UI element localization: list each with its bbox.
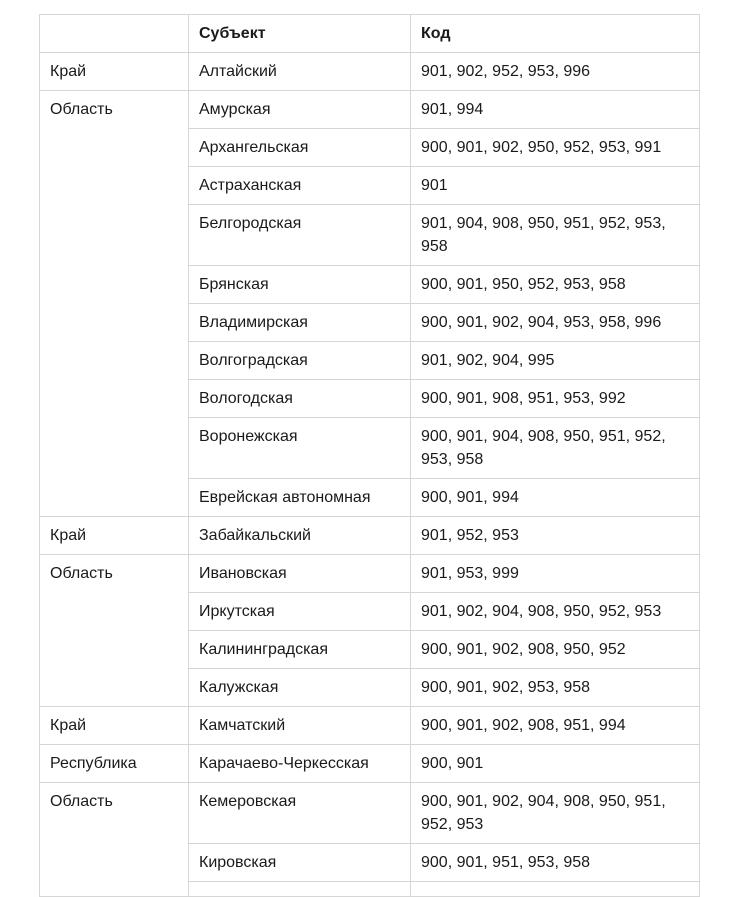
table-row [40, 479, 700, 517]
cell-codes: 901, 994 [411, 91, 700, 129]
cell-codes: 900, 901, 908, 951, 953, 992 [411, 380, 700, 418]
cell-type [40, 380, 189, 418]
cell-subject: Брянская [189, 266, 411, 304]
codes-table [39, 14, 700, 897]
cell-subject: Амурская [189, 91, 411, 129]
cell-subject: Калужская [189, 669, 411, 707]
cell-subject: Владимирская [189, 304, 411, 342]
cell-subject: Волгоградская [189, 342, 411, 380]
table-row [40, 844, 700, 882]
cell-type: Республика [40, 745, 189, 783]
cell-codes: 900, 901, 902, 908, 950, 952 [411, 631, 700, 669]
table-row [40, 555, 700, 593]
cell-codes [411, 882, 700, 897]
cell-type [40, 129, 189, 167]
cell-codes: 901 [411, 167, 700, 205]
cell-type: Край [40, 707, 189, 745]
table-row [40, 91, 700, 129]
cell-subject: Забайкальский [189, 517, 411, 555]
cell-subject: Белгородская [189, 205, 411, 266]
cell-type [40, 304, 189, 342]
header-type [40, 15, 189, 53]
cell-codes: 900, 901, 950, 952, 953, 958 [411, 266, 700, 304]
cell-codes: 901, 904, 908, 950, 951, 952, 953, 958 [411, 205, 700, 266]
cell-type: Край [40, 53, 189, 91]
cell-codes: 900, 901, 902, 908, 951, 994 [411, 707, 700, 745]
header-subject: Субъект [189, 15, 411, 53]
cell-subject: Кировская [189, 844, 411, 882]
table-row [40, 380, 700, 418]
cell-subject: Кемеровская [189, 783, 411, 844]
table-row [40, 53, 700, 91]
cell-subject [189, 882, 411, 897]
cell-type [40, 669, 189, 707]
table-row [40, 783, 700, 844]
table-row [40, 631, 700, 669]
cell-type: Область [40, 555, 189, 593]
table-row [40, 669, 700, 707]
cell-type [40, 266, 189, 304]
cell-codes: 901, 902, 904, 995 [411, 342, 700, 380]
cell-codes: 900, 901 [411, 745, 700, 783]
cell-type [40, 631, 189, 669]
table-row [40, 745, 700, 783]
table-row [40, 593, 700, 631]
cell-type [40, 844, 189, 882]
cell-type [40, 882, 189, 897]
cell-codes: 900, 901, 902, 904, 908, 950, 951, 952, 953 [411, 783, 700, 844]
cell-subject: Иркутская [189, 593, 411, 631]
table-row [40, 517, 700, 555]
cell-subject: Вологодская [189, 380, 411, 418]
cell-subject: Карачаево-Черкесская [189, 745, 411, 783]
cell-type [40, 479, 189, 517]
cell-codes: 900, 901, 902, 950, 952, 953, 991 [411, 129, 700, 167]
cell-type: Край [40, 517, 189, 555]
table-row [40, 129, 700, 167]
table-row [40, 167, 700, 205]
header-code: Код [411, 15, 700, 53]
cell-codes: 900, 901, 904, 908, 950, 951, 952, 953, 958 [411, 418, 700, 479]
cell-subject: Калининградская [189, 631, 411, 669]
cell-type: Область [40, 91, 189, 129]
cell-subject: Астраханская [189, 167, 411, 205]
cell-subject: Ивановская [189, 555, 411, 593]
cell-type [40, 205, 189, 266]
table-row [40, 342, 700, 380]
cell-subject: Еврейская автономная [189, 479, 411, 517]
table-row [40, 205, 700, 266]
table-row [40, 707, 700, 745]
table-row [40, 882, 700, 897]
cell-codes: 900, 901, 902, 953, 958 [411, 669, 700, 707]
cell-type [40, 593, 189, 631]
cell-subject: Алтайский [189, 53, 411, 91]
cell-codes: 901, 952, 953 [411, 517, 700, 555]
cell-type: Область [40, 783, 189, 844]
table-row [40, 304, 700, 342]
cell-codes: 900, 901, 951, 953, 958 [411, 844, 700, 882]
table-header-row [40, 15, 700, 53]
table-row [40, 266, 700, 304]
cell-codes: 901, 953, 999 [411, 555, 700, 593]
table-row [40, 418, 700, 479]
cell-subject: Камчатский [189, 707, 411, 745]
cell-subject: Воронежская [189, 418, 411, 479]
cell-type [40, 167, 189, 205]
cell-codes: 900, 901, 902, 904, 953, 958, 996 [411, 304, 700, 342]
cell-type [40, 342, 189, 380]
cell-codes: 901, 902, 952, 953, 996 [411, 53, 700, 91]
cell-codes: 900, 901, 994 [411, 479, 700, 517]
cell-codes: 901, 902, 904, 908, 950, 952, 953 [411, 593, 700, 631]
cell-subject: Архангельская [189, 129, 411, 167]
cell-type [40, 418, 189, 479]
